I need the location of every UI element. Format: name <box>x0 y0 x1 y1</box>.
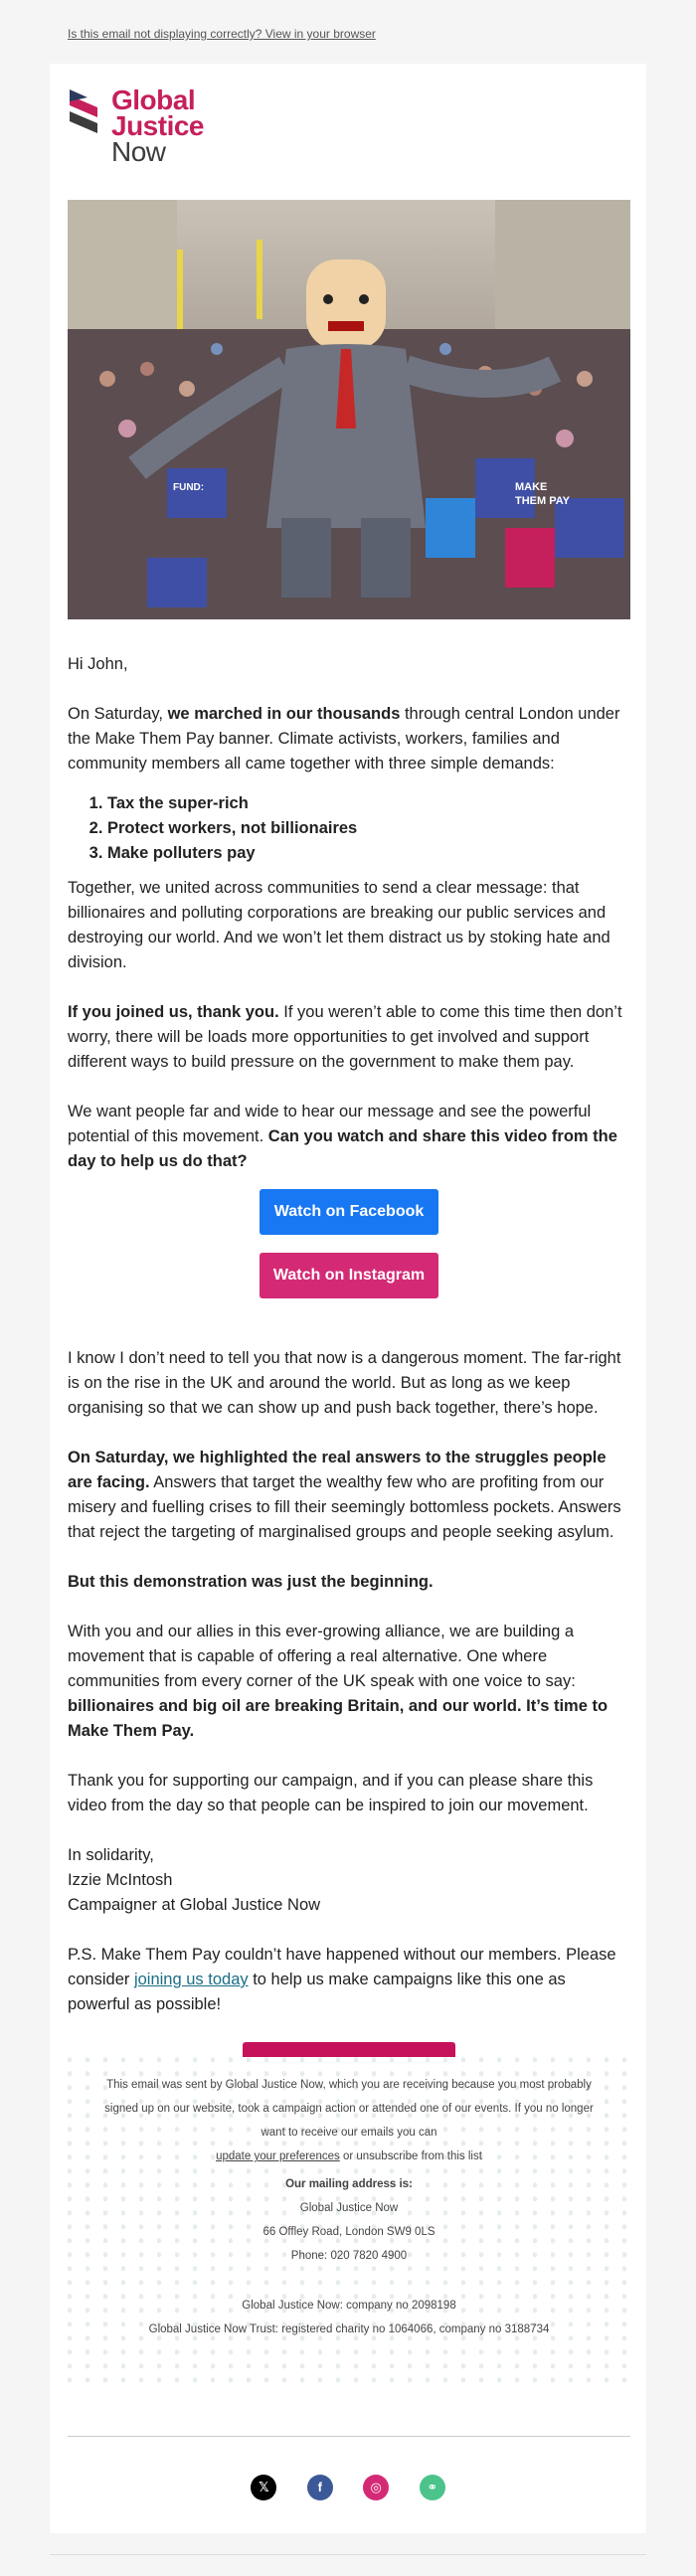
x-icon[interactable]: 𝕏 <box>251 2475 276 2500</box>
joining-us-today-link[interactable]: joining us today <box>133 1971 249 1988</box>
postscript: P.S. Make Them Pay couldn’t have happened without our members. Please consider joining us today to help us make campaigns like this one as powerful as possible! <box>68 1946 616 2013</box>
footer-notice-text: This email was sent by Global Justice Now, which you are receiving because you most probably signed up on our website, took a campaign action or attended one of our events. If you no longer want to receive our emails you can <box>104 2079 594 2139</box>
list-item: 2. Protect workers, not billionaires <box>107 816 630 841</box>
paragraph-real-answers: On Saturday, we highlighted the real answers to the struggles people are facing. Answers that target the wealthy few who are profiting from our misery and fuelling crises to fill their seemingly bottomless pockets. Answers that reject the targeting of marginalised groups and people seeking asylum. <box>68 1449 621 1541</box>
update-preferences-link[interactable]: update your preferences <box>216 2150 340 2162</box>
svg-text:MAKE: MAKE <box>515 481 548 493</box>
footer-trust: Global Justice Now Trust: registered charity no 1064066, company no 3188734 <box>148 2323 550 2335</box>
email-body <box>68 652 630 2088</box>
footer-address: 66 Offley Road, London SW9 0LS <box>262 2226 435 2238</box>
svg-text:THEM PAY: THEM PAY <box>515 495 571 507</box>
view-in-browser-link[interactable]: Is this email not displaying correctly? View in your browser <box>68 27 376 41</box>
bottom-divider <box>50 2554 646 2555</box>
link-icon[interactable]: ⚭ <box>420 2475 445 2500</box>
paragraph-march: On Saturday, we marched in our thousands through central London under the Make Them Pay banner. Climate activists, workers, families and community members all came together with three simple demands: <box>68 705 620 773</box>
watch-on-instagram-button[interactable]: Watch on Instagram <box>260 1253 438 1298</box>
list-item: 3. Make polluters pay <box>107 841 630 866</box>
footer-phone: Phone: 020 7820 4900 <box>290 2250 408 2262</box>
list-item: 1. Tax the super-rich <box>107 791 630 816</box>
logo-mark-icon <box>68 87 107 137</box>
footer-org: Global Justice Now <box>299 2202 399 2214</box>
crowd-image-icon <box>68 200 630 619</box>
paragraph-share-video: We want people far and wide to hear our message and see the powerful potential of this movement. Can you watch and share this video from the day to help us do that? <box>68 1103 617 1170</box>
global-justice-now-logo[interactable] <box>68 78 227 167</box>
footer-company: Global Justice Now: company no 2098198 <box>242 2300 456 2312</box>
footer-notice <box>68 2057 630 2385</box>
svg-text:FUND:: FUND: <box>173 482 205 493</box>
logo-word-justice: Justice <box>111 110 204 141</box>
logo-word-global: Global <box>111 85 196 115</box>
greeting: Hi John, <box>68 655 128 673</box>
demands-list <box>68 791 630 866</box>
paragraph-thank-you: If you joined us, thank you. If you weren’t able to come this time then don’t worry, there will be loads more opportunities to get involved and support different ways to build pressure on the government to make them pay. <box>68 1003 622 1071</box>
paragraph-alliance: With you and our allies in this ever-growing alliance, we are building a movement that is capable of offering a real alternative. One where communities from every corner of the UK speak with one voice to say: billionaires and big oil are breaking Britain, and our world. It’s time to Make Them Pay. <box>68 1623 609 1740</box>
paragraph-dangerous-moment: I know I don’t need to tell you that now is a dangerous moment. The far-right is on the rise in the UK and around the world. But as long as we keep organising so that we can show up and push back together, there’s hope. <box>68 1349 621 1417</box>
signature: In solidarity, Izzie McIntosh Campaigner at Global Justice Now <box>68 1846 321 1914</box>
facebook-icon[interactable]: f <box>307 2475 333 2500</box>
hero-image-march-crowd <box>68 200 630 619</box>
paragraph-beginning: But this demonstration was just the beginning. <box>68 1573 434 1591</box>
paragraph-together: Together, we united across communities to send a clear message: that billionaires and polluting corporations are breaking our public services and destroying our world. And we won’t let them distract us by stoking hate and division. <box>68 879 610 971</box>
instagram-icon[interactable]: ◎ <box>363 2475 389 2500</box>
mailing-address-title: Our mailing address is: <box>285 2178 413 2190</box>
email-card <box>50 64 646 2533</box>
paragraph-thank-supporting: Thank you for supporting our campaign, and if you can please share this video from the day so that people can be inspired to join our movement. <box>68 1772 594 1814</box>
social-links <box>50 2475 646 2500</box>
logo-word-now: Now <box>111 136 166 167</box>
footer-divider <box>68 2436 630 2437</box>
unsubscribe-text[interactable]: or unsubscribe from this list <box>342 2150 482 2162</box>
watch-on-facebook-button[interactable]: Watch on Facebook <box>260 1189 438 1235</box>
